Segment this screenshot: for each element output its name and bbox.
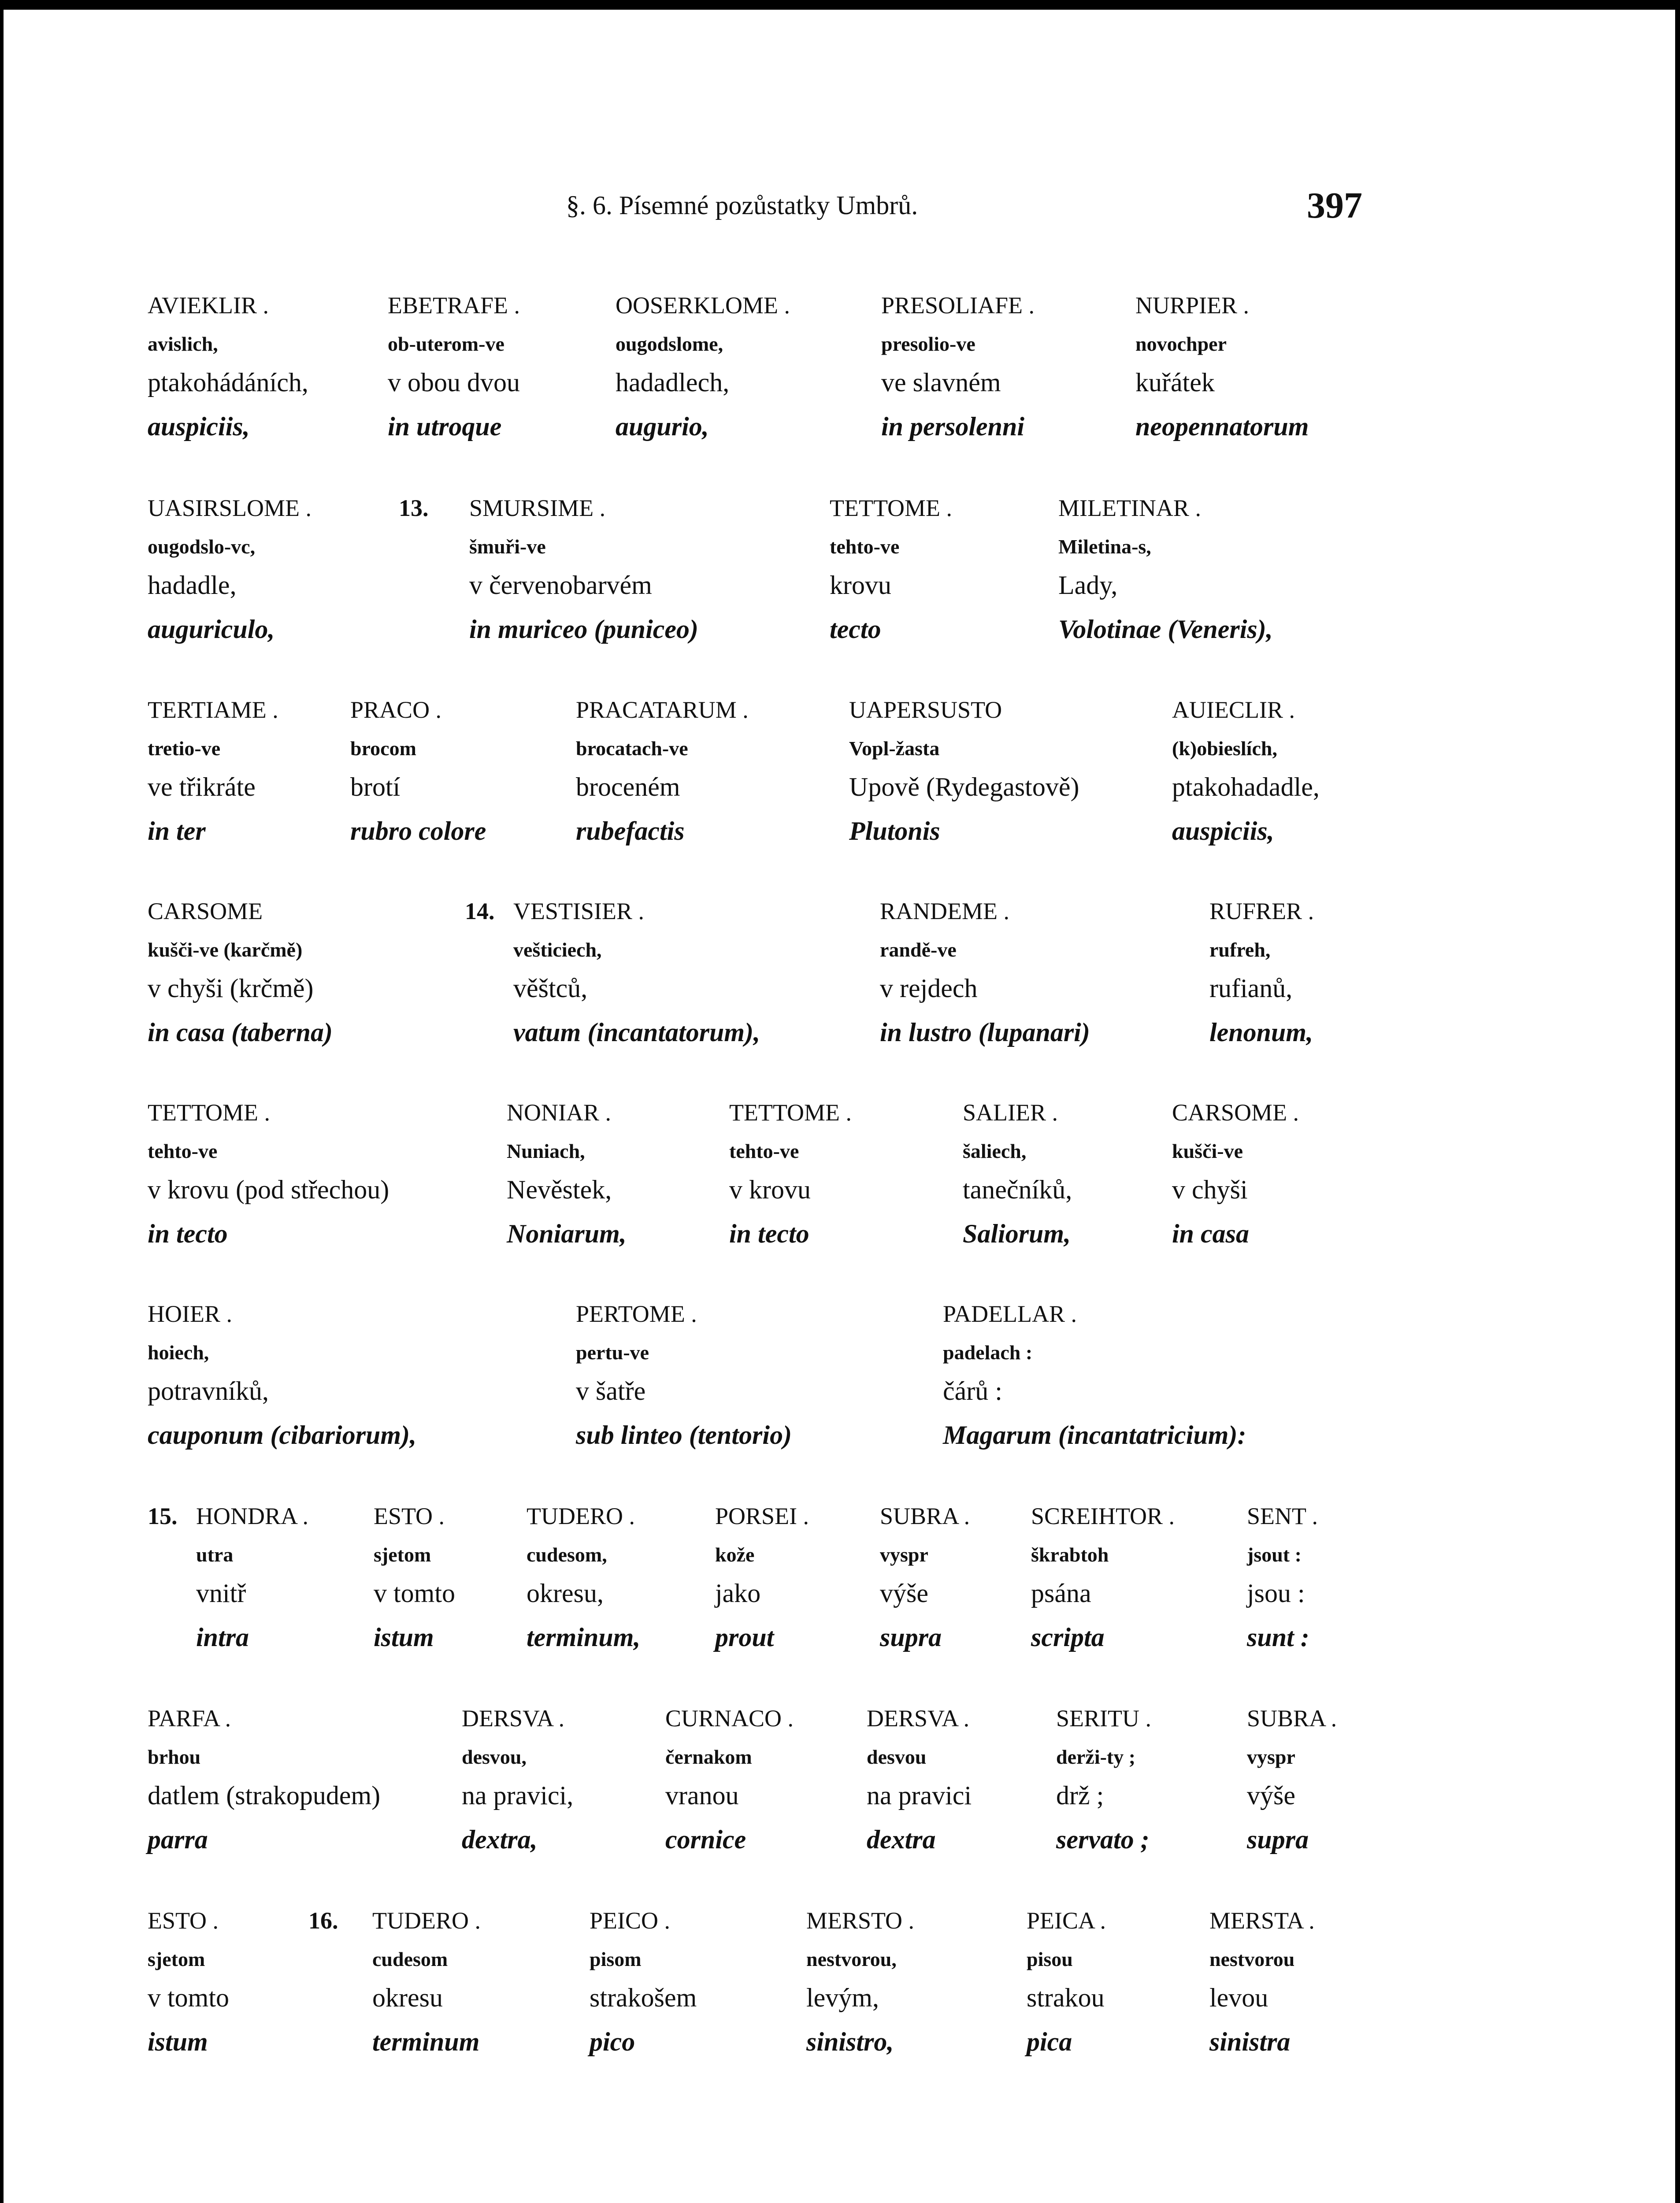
latin-translation: auguriculo,: [148, 615, 275, 644]
latin-translation: parra: [148, 1825, 208, 1854]
transliteration: tehto-ve: [729, 1140, 799, 1162]
transliteration: brocatach-ve: [576, 737, 688, 760]
transliteration: vešticiech,: [513, 938, 602, 961]
czech-translation: ve třikráte: [148, 772, 256, 801]
latin-translation: pico: [590, 2027, 635, 2056]
umbrian-word: PADELLAR .: [943, 1301, 1077, 1327]
umbrian-word: NURPIER .: [1135, 292, 1250, 319]
latin-translation: in muriceo (puniceo): [469, 615, 698, 644]
latin-translation: sub linteo (tentorio): [576, 1420, 792, 1450]
transliteration: kušči-ve: [1172, 1140, 1243, 1162]
umbrian-word: SALIER .: [963, 1099, 1058, 1126]
glossary-block: [0, 1099, 1680, 1249]
latin-translation: lenonum,: [1209, 1018, 1313, 1047]
umbrian-word: SUBRA .: [1247, 1705, 1337, 1732]
latin-translation: cauponum (cibariorum),: [148, 1420, 417, 1450]
scan-border-top: [0, 0, 1680, 10]
transliteration: černakom: [665, 1746, 752, 1768]
latin-translation: dextra: [867, 1825, 936, 1854]
czech-translation: rufianů,: [1209, 974, 1293, 1003]
transliteration: pertu-ve: [576, 1341, 649, 1364]
glossary-block: [0, 292, 1680, 441]
latin-translation: scripta: [1031, 1623, 1105, 1652]
umbrian-word: OOSERKLOME .: [616, 292, 790, 319]
umbrian-word: RUFRER .: [1209, 898, 1314, 924]
transliteration: brhou: [148, 1746, 201, 1768]
transliteration: vyspr: [1247, 1746, 1295, 1768]
czech-translation: v červenobarvém: [469, 571, 652, 600]
transliteration: novochper: [1135, 333, 1227, 355]
umbrian-word: PEICO .: [590, 1907, 671, 1934]
latin-translation: in lustro (lupanari): [880, 1018, 1090, 1047]
transliteration: ob-uterom-ve: [388, 333, 504, 355]
latin-translation: servato ;: [1056, 1825, 1150, 1854]
umbrian-word: TERTIAME .: [148, 697, 278, 723]
latin-translation: Saliorum,: [963, 1219, 1071, 1248]
czech-translation: drž ;: [1056, 1781, 1104, 1810]
glossary-block: [0, 494, 1680, 644]
latin-translation: auspiciis,: [1172, 816, 1274, 846]
transliteration: tretio-ve: [148, 737, 221, 760]
umbrian-word: MERSTO .: [806, 1907, 915, 1934]
latin-translation: pica: [1027, 2027, 1072, 2056]
umbrian-word: PEICA .: [1027, 1907, 1106, 1934]
glossary-block: [0, 696, 1680, 846]
umbrian-word: TUDERO .: [527, 1503, 635, 1529]
section-number: 13.: [399, 495, 429, 521]
latin-translation: in persolenni: [881, 412, 1025, 441]
transliteration: hoiech,: [148, 1341, 209, 1364]
latin-translation: Magarum (incantatricium):: [943, 1420, 1246, 1450]
czech-translation: potravníků,: [148, 1376, 269, 1406]
umbrian-word: UASIRSLOME .: [148, 495, 312, 521]
transliteration: šmuři-ve: [469, 535, 546, 558]
latin-translation: supra: [1247, 1825, 1309, 1854]
czech-translation: v krovu (pod střechou): [148, 1175, 389, 1204]
glossary-block: [0, 1907, 1680, 2057]
transliteration: škrabtoh: [1031, 1543, 1109, 1566]
umbrian-word: SUBRA .: [880, 1503, 970, 1529]
latin-translation: in tecto: [148, 1219, 228, 1248]
section-number: 14.: [465, 898, 495, 924]
umbrian-word: AUIECLIR .: [1172, 697, 1295, 723]
czech-translation: kuřátek: [1135, 368, 1215, 397]
umbrian-word: CURNACO .: [665, 1705, 794, 1732]
umbrian-word: DERSVA .: [867, 1705, 970, 1732]
umbrian-word: CARSOME .: [1172, 1099, 1299, 1126]
transliteration: tehto-ve: [148, 1140, 218, 1162]
transliteration: desvou,: [462, 1746, 527, 1768]
czech-translation: tanečníků,: [963, 1175, 1072, 1204]
czech-translation: Upově (Rydegastově): [849, 772, 1079, 801]
czech-translation: levým,: [806, 1983, 879, 2012]
transliteration: pisou: [1027, 1948, 1073, 1970]
transliteration: vyspr: [880, 1543, 928, 1566]
czech-translation: hadadlech,: [616, 368, 730, 397]
czech-translation: hadadle,: [148, 571, 237, 600]
latin-translation: Noniarum,: [507, 1219, 627, 1248]
umbrian-word: TUDERO .: [372, 1907, 481, 1934]
latin-translation: Volotinae (Veneris),: [1058, 615, 1273, 644]
umbrian-word: PERTOME .: [576, 1301, 697, 1327]
latin-translation: terminum,: [527, 1623, 641, 1652]
transliteration: šaliech,: [963, 1140, 1027, 1162]
czech-translation: v tomto: [374, 1579, 456, 1608]
latin-translation: supra: [880, 1623, 942, 1652]
transliteration: kože: [715, 1543, 755, 1566]
czech-translation: na pravici,: [462, 1781, 574, 1810]
latin-translation: istum: [148, 2027, 208, 2056]
transliteration: avislich,: [148, 333, 218, 355]
czech-translation: jako: [715, 1579, 761, 1608]
transliteration: desvou: [867, 1746, 927, 1768]
glossary-block: [0, 898, 1680, 1047]
transliteration: (k)obieslích,: [1172, 737, 1277, 760]
latin-translation: auspiciis,: [148, 412, 250, 441]
latin-translation: in tecto: [729, 1219, 809, 1248]
transliteration: cudesom,: [527, 1543, 607, 1566]
transliteration: kušči-ve (karčmě): [148, 938, 303, 961]
czech-translation: okresu,: [527, 1579, 604, 1608]
transliteration: ougodslo-vc,: [148, 535, 256, 558]
umbrian-word: SENT .: [1247, 1503, 1318, 1529]
latin-translation: tecto: [830, 615, 881, 644]
transliteration: derži-ty ;: [1056, 1746, 1136, 1768]
umbrian-word: PRESOLIAFE .: [881, 292, 1035, 319]
umbrian-word: UAPERSUSTO: [849, 697, 1002, 723]
czech-translation: okresu: [372, 1983, 443, 2012]
transliteration: Miletina-s,: [1058, 535, 1151, 558]
latin-translation: rubefactis: [576, 816, 685, 846]
czech-translation: strakošem: [590, 1983, 697, 2012]
czech-translation: Nevěstek,: [507, 1175, 612, 1204]
section-number: 15.: [148, 1503, 178, 1529]
umbrian-word: PRACATARUM .: [576, 697, 749, 723]
transliteration: utra: [196, 1543, 234, 1566]
latin-translation: cornice: [665, 1825, 746, 1854]
glossary-block: [0, 1300, 1680, 1450]
transliteration: presolio-ve: [881, 333, 975, 355]
latin-translation: dextra,: [462, 1825, 538, 1854]
transliteration: rufreh,: [1209, 938, 1271, 961]
umbrian-word: MERSTA .: [1209, 1907, 1315, 1934]
czech-translation: brotí: [350, 772, 401, 801]
latin-translation: sunt :: [1247, 1623, 1309, 1652]
transliteration: Nuniach,: [507, 1140, 585, 1162]
czech-translation: výše: [880, 1579, 928, 1608]
umbrian-word: RANDEME .: [880, 898, 1009, 924]
glossary-block: [0, 1502, 1680, 1652]
czech-translation: na pravici: [867, 1781, 972, 1810]
umbrian-word: CARSOME: [148, 898, 263, 924]
latin-translation: neopennatorum: [1135, 412, 1309, 441]
running-header: §. 6. Písemné pozůstatky Umbrů.: [566, 191, 918, 220]
czech-translation: ve slavném: [881, 368, 1001, 397]
latin-translation: in utroque: [388, 412, 502, 441]
umbrian-word: VESTISIER .: [513, 898, 644, 924]
umbrian-word: NONIAR .: [507, 1099, 611, 1126]
transliteration: jsout :: [1247, 1543, 1302, 1566]
latin-translation: sinistra: [1209, 2027, 1291, 2056]
czech-translation: v tomto: [148, 1983, 230, 2012]
umbrian-word: SERITU .: [1056, 1705, 1151, 1732]
czech-translation: krovu: [830, 571, 891, 600]
transliteration: brocom: [350, 737, 416, 760]
czech-translation: ptakohadadle,: [1172, 772, 1320, 801]
latin-translation: prout: [715, 1623, 774, 1652]
latin-translation: augurio,: [616, 412, 709, 441]
umbrian-word: TETTOME .: [729, 1099, 852, 1126]
umbrian-word: SCREIHTOR .: [1031, 1503, 1175, 1529]
latin-translation: in ter: [148, 816, 206, 846]
czech-translation: jsou :: [1247, 1579, 1305, 1608]
czech-translation: levou: [1209, 1983, 1268, 2012]
transliteration: Vopl-žasta: [849, 737, 940, 760]
czech-translation: v šatře: [576, 1376, 646, 1406]
latin-translation: in casa: [1172, 1219, 1250, 1248]
transliteration: sjetom: [374, 1543, 431, 1566]
transliteration: pisom: [590, 1948, 642, 1970]
transliteration: sjetom: [148, 1948, 205, 1970]
czech-translation: čárů :: [943, 1376, 1002, 1406]
latin-translation: intra: [196, 1623, 249, 1652]
czech-translation: broceném: [576, 772, 680, 801]
umbrian-word: MILETINAR .: [1058, 495, 1201, 521]
latin-translation: rubro colore: [350, 816, 486, 846]
page-number: 397: [1307, 185, 1362, 226]
czech-translation: psána: [1031, 1579, 1091, 1608]
umbrian-word: DERSVA .: [462, 1705, 565, 1732]
latin-translation: vatum (incantatorum),: [513, 1018, 760, 1047]
section-number: 16.: [308, 1907, 338, 1934]
czech-translation: v chyši: [1172, 1175, 1248, 1204]
umbrian-word: AVIEKLIR .: [148, 292, 269, 319]
umbrian-word: EBETRAFE .: [388, 292, 520, 319]
umbrian-word: PORSEI .: [715, 1503, 809, 1529]
umbrian-word: ESTO .: [374, 1503, 445, 1529]
umbrian-word: HONDRA .: [196, 1503, 309, 1529]
czech-translation: vnitř: [196, 1579, 246, 1608]
umbrian-word: PARFA .: [148, 1705, 231, 1732]
czech-translation: vranou: [665, 1781, 739, 1810]
transliteration: nestvorou,: [806, 1948, 897, 1970]
czech-translation: ptakohádáních,: [148, 368, 308, 397]
czech-translation: v rejdech: [880, 974, 978, 1003]
umbrian-word: SMURSIME .: [469, 495, 606, 521]
czech-translation: strakou: [1027, 1983, 1105, 2012]
umbrian-word: HOIER .: [148, 1301, 232, 1327]
transliteration: padelach :: [943, 1341, 1033, 1364]
latin-translation: terminum: [372, 2027, 480, 2056]
czech-translation: v obou dvou: [388, 368, 520, 397]
umbrian-word: ESTO .: [148, 1907, 219, 1934]
czech-translation: datlem (strakopudem): [148, 1781, 381, 1810]
latin-translation: Plutonis: [849, 816, 940, 846]
umbrian-word: PRACO .: [350, 697, 442, 723]
glossary-block: [0, 1705, 1680, 1854]
czech-translation: v chyši (krčmě): [148, 974, 314, 1003]
czech-translation: Lady,: [1058, 571, 1118, 600]
transliteration: randě-ve: [880, 938, 957, 961]
transliteration: cudesom: [372, 1948, 448, 1970]
umbrian-word: TETTOME .: [830, 495, 952, 521]
transliteration: ougodslome,: [616, 333, 723, 355]
transliteration: tehto-ve: [830, 535, 900, 558]
czech-translation: věštců,: [513, 974, 588, 1003]
latin-translation: in casa (taberna): [148, 1018, 333, 1047]
latin-translation: istum: [374, 1623, 434, 1652]
czech-translation: v krovu: [729, 1175, 811, 1204]
transliteration: nestvorou: [1209, 1948, 1295, 1970]
umbrian-word: TETTOME .: [148, 1099, 270, 1126]
latin-translation: sinistro,: [806, 2027, 894, 2056]
czech-translation: výše: [1247, 1781, 1295, 1810]
